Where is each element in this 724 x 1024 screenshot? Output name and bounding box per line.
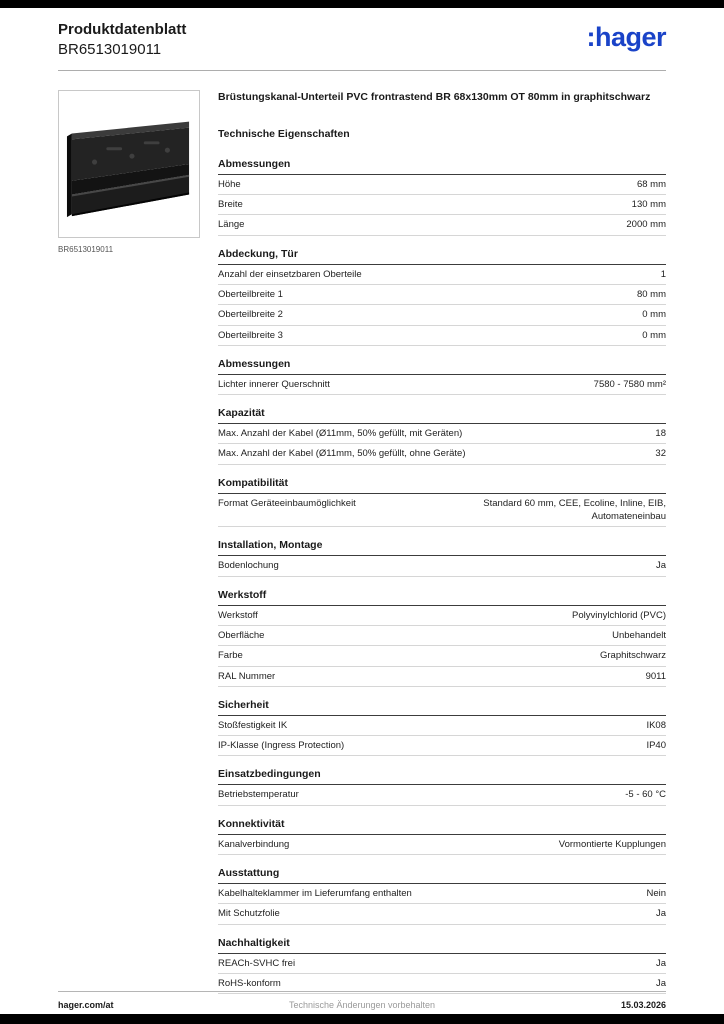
section-heading: Ausstattung xyxy=(218,867,666,884)
spec-label: Bodenlochung xyxy=(218,560,279,572)
spec-row xyxy=(218,626,666,646)
spec-label: Kabelhalteklammer im Lieferumfang enthalten xyxy=(218,887,412,899)
spec-row xyxy=(218,195,666,215)
spec-column xyxy=(218,90,666,1006)
spec-row xyxy=(218,444,666,464)
spec-label: Höhe xyxy=(218,178,241,190)
header-titles xyxy=(58,20,186,59)
spec-row xyxy=(218,375,666,395)
spec-label: Max. Anzahl der Kabel (Ø11mm, 50% gefüllt, ohne Geräte) xyxy=(218,448,466,460)
spec-section xyxy=(218,699,666,757)
spec-row xyxy=(218,835,666,855)
main-content xyxy=(58,90,666,1006)
spec-value: Ja xyxy=(655,977,666,989)
spec-row xyxy=(218,326,666,346)
section-heading: Kapazität xyxy=(218,407,666,424)
spec-row xyxy=(218,736,666,756)
article-number: BR6513019011 xyxy=(58,40,162,58)
footer-date: 15.03.2026 xyxy=(620,1000,666,1010)
spec-label: Kanalverbindung xyxy=(218,838,290,850)
spec-row xyxy=(218,606,666,626)
product-image-column xyxy=(58,90,200,1006)
spec-row xyxy=(218,884,666,904)
section-heading: Werkstoff xyxy=(218,589,666,606)
spec-section xyxy=(218,867,666,925)
product-image-frame xyxy=(58,90,200,238)
spec-value: 9011 xyxy=(645,670,666,682)
page-footer xyxy=(58,1000,666,1010)
spec-section xyxy=(218,248,666,346)
spec-value: 18 xyxy=(655,428,666,440)
spec-row xyxy=(218,285,666,305)
spec-label: Anzahl der einsetzbaren Oberteile xyxy=(218,268,362,280)
spec-label: Farbe xyxy=(218,650,243,662)
spec-section xyxy=(218,158,666,236)
section-heading: Abmessungen xyxy=(218,358,666,375)
spec-row xyxy=(218,424,666,444)
spec-value: 7580 - 7580 mm² xyxy=(593,378,666,390)
spec-label: Betriebstemperatur xyxy=(218,789,299,801)
spec-row xyxy=(218,305,666,325)
header-divider xyxy=(58,70,666,71)
spec-value: Polyvinylchlorid (PVC) xyxy=(572,609,666,621)
spec-sections xyxy=(218,158,666,994)
spec-value: 0 mm xyxy=(642,329,666,341)
spec-section xyxy=(218,407,666,465)
spec-row xyxy=(218,175,666,195)
spec-label: RAL Nummer xyxy=(218,670,276,682)
spec-value: Vormontierte Kupplungen xyxy=(558,838,666,850)
spec-value: Graphitschwarz xyxy=(600,650,666,662)
section-heading: Abmessungen xyxy=(218,158,666,175)
spec-row xyxy=(218,646,666,666)
section-heading: Sicherheit xyxy=(218,699,666,716)
spec-value: IP40 xyxy=(646,740,666,752)
spec-section xyxy=(218,589,666,687)
section-heading: Kompatibilität xyxy=(218,477,666,494)
spec-value: 32 xyxy=(655,448,666,460)
spec-label: Oberfläche xyxy=(218,629,265,641)
spec-row xyxy=(218,556,666,576)
spec-row xyxy=(218,494,666,528)
product-image xyxy=(65,97,193,231)
spec-label: Lichter innerer Querschnitt xyxy=(218,378,330,390)
section-heading: Abdeckung, Tür xyxy=(218,248,666,265)
spec-row xyxy=(218,716,666,736)
spec-value: 80 mm xyxy=(636,288,666,300)
footer-disclaimer: Technische Änderungen vorbehalten xyxy=(288,1000,436,1010)
spec-label: Oberteilbreite 1 xyxy=(218,288,283,300)
product-image-caption: BR6513019011 xyxy=(58,245,114,254)
spec-row xyxy=(218,667,666,687)
spec-value: 68 mm xyxy=(636,178,666,190)
spec-section xyxy=(218,477,666,528)
bottom-black-bar xyxy=(0,1014,724,1024)
spec-value: Ja xyxy=(655,560,666,572)
section-heading: Nachhaltigkeit xyxy=(218,937,666,954)
spec-section xyxy=(218,818,666,855)
spec-value: 1 xyxy=(660,268,666,280)
spec-section xyxy=(218,358,666,395)
spec-label: Oberteilbreite 3 xyxy=(218,329,283,341)
spec-value: 130 mm xyxy=(631,199,666,211)
spec-label: Oberteilbreite 2 xyxy=(218,309,283,321)
spec-value: 0 mm xyxy=(642,309,666,321)
spec-label: Format Geräteeinbaumöglichkeit xyxy=(218,497,356,509)
spec-row xyxy=(218,954,666,974)
spec-value: Unbehandelt xyxy=(612,629,666,641)
footer-divider xyxy=(58,991,666,992)
spec-value: Nein xyxy=(646,887,666,899)
spec-label: Länge xyxy=(218,219,245,231)
spec-value: Standard 60 mm, CEE, Ecoline, Inline, EIB, Automateneinbau xyxy=(483,497,666,523)
spec-row xyxy=(218,265,666,285)
spec-label: Werkstoff xyxy=(218,609,258,621)
section-heading: Einsatzbedingungen xyxy=(218,768,666,785)
spec-label: Stoßfestigkeit IK xyxy=(218,719,288,731)
footer-link[interactable]: hager.com/at xyxy=(58,1000,114,1010)
spec-label: Mit Schutzfolie xyxy=(218,908,280,920)
top-black-bar xyxy=(0,0,724,8)
spec-label: REACh-SVHC frei xyxy=(218,957,296,969)
spec-label: Max. Anzahl der Kabel (Ø11mm, 50% gefüllt, mit Geräten) xyxy=(218,428,463,440)
section-heading: Installation, Montage xyxy=(218,539,666,556)
section-heading: Konnektivität xyxy=(218,818,666,835)
spec-section xyxy=(218,768,666,805)
spec-row xyxy=(218,215,666,235)
spec-value: 2000 mm xyxy=(626,219,666,231)
spec-value: Ja xyxy=(655,908,666,920)
spec-value: -5 - 60 °C xyxy=(625,789,666,801)
spec-row xyxy=(218,785,666,805)
spec-label: Breite xyxy=(218,199,243,211)
spec-row xyxy=(218,904,666,924)
spec-section xyxy=(218,937,666,995)
document-title: Produktdatenblatt xyxy=(58,21,187,38)
spec-value: IK08 xyxy=(646,719,666,731)
page-header xyxy=(58,20,666,59)
spec-value: Ja xyxy=(655,957,666,969)
hager-logo: :hager xyxy=(586,22,666,52)
spec-label: RoHS-konform xyxy=(218,977,281,989)
spec-section xyxy=(218,539,666,576)
spec-label: IP-Klasse (Ingress Protection) xyxy=(218,740,345,752)
technical-properties-heading: Technische Eigenschaften xyxy=(218,127,350,140)
product-title: Brüstungskanal-Unterteil PVC frontrastend BR 68x130mm OT 80mm in graphitschwarz xyxy=(218,91,651,103)
